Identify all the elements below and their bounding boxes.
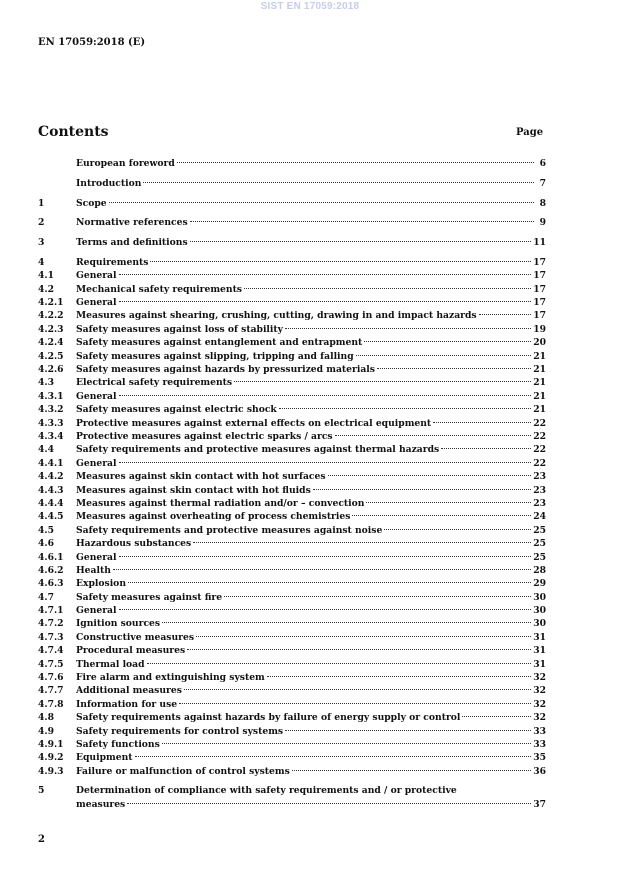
toc-entry-title: Safety requirements against hazards by failure of energy supply or control [76, 712, 461, 724]
dot-leader [377, 359, 531, 369]
dot-leader [335, 426, 532, 436]
toc-entry-number: 1 [38, 197, 45, 209]
toc-entry-page: 31 [533, 658, 546, 670]
toc-entry-title: Terms and definitions [76, 237, 188, 249]
toc-entry-number: 4.8 [38, 712, 54, 724]
toc-entry-page: 22 [533, 457, 546, 469]
toc-entry-page: 19 [533, 323, 546, 335]
toc-entry[interactable] [38, 215, 546, 228]
toc-entry-page: 30 [533, 618, 546, 630]
toc-entry-page: 21 [533, 377, 546, 389]
toc-entry-page: 21 [533, 350, 546, 362]
dot-leader [244, 279, 531, 289]
toc-entry-title: Thermal load [76, 658, 145, 670]
toc-entry-page: 8 [539, 197, 546, 209]
toc-entry-page: 17 [533, 310, 546, 322]
toc-entry-page: 33 [533, 738, 546, 750]
toc-entry-title: Measures against thermal radiation and/or – convection [76, 497, 365, 509]
page-number: 2 [38, 834, 45, 845]
toc-entry-number: 4.9.2 [38, 752, 64, 764]
dot-leader [292, 761, 531, 771]
toc-entry-number: 4.2.2 [38, 310, 64, 322]
toc-entry-page: 30 [533, 591, 546, 603]
toc-entry-title: Safety requirements for control systems [76, 725, 284, 737]
toc-entry-number: 4.2.4 [38, 337, 64, 349]
toc-entry-page: 22 [533, 430, 546, 442]
toc-entry-title: General [76, 605, 117, 617]
dot-leader [119, 292, 532, 302]
toc-entry-title: Determination of compliance with safety requirements and / or protective [76, 784, 457, 796]
toc-entry-number: 4.2.1 [38, 297, 64, 309]
toc-entry-page: 37 [533, 798, 546, 810]
toc-entry-title: Safety measures against loss of stability [76, 323, 283, 335]
toc-entry-number: 4.7.4 [38, 645, 64, 657]
dot-leader [162, 613, 531, 623]
dot-leader [147, 654, 532, 664]
toc-entry-title: Safety requirements and protective measures against thermal hazards [76, 444, 440, 456]
dot-leader [150, 252, 531, 262]
toc-entry-number: 4.6.1 [38, 551, 64, 563]
toc-entry[interactable] [38, 784, 546, 811]
toc-entry-title: measures [76, 798, 126, 810]
toc-entry-title: Safety measures against entanglement and entrapment [76, 337, 363, 349]
dot-leader [119, 265, 532, 275]
toc-entry-number: 4.4.5 [38, 511, 64, 523]
toc-entry-number: 4.7.5 [38, 658, 64, 670]
toc-entry-page: 32 [533, 698, 546, 710]
toc-entry-number: 4.3.4 [38, 430, 64, 442]
toc-entry-number: 4.2.5 [38, 350, 64, 362]
toc-entry-number: 4.2.3 [38, 323, 64, 335]
toc-entry-page: 20 [533, 337, 546, 349]
toc-entry-number: 4 [38, 256, 45, 268]
toc-entry-page: 29 [533, 578, 546, 590]
toc-entry-page: 21 [533, 390, 546, 402]
toc-entry-number: 4.7.7 [38, 685, 64, 697]
toc-entry-page: 30 [533, 605, 546, 617]
dot-leader [433, 413, 531, 423]
dot-leader [119, 600, 532, 610]
toc-entry-page: 11 [533, 237, 546, 249]
dot-leader [234, 372, 531, 382]
dot-leader [184, 680, 531, 690]
toc-entry-title: Information for use [76, 698, 178, 710]
toc-entry-title: General [76, 551, 117, 563]
dot-leader [193, 533, 531, 543]
toc-entry-title: Safety measures against fire [76, 591, 223, 603]
toc-entry-page: 21 [533, 364, 546, 376]
toc-entry-title: Safety functions [76, 738, 160, 750]
toc-entry-number: 4.7.8 [38, 698, 64, 710]
toc-entry-title: Mechanical safety requirements [76, 283, 242, 295]
toc-entry-page: 22 [533, 417, 546, 429]
toc-entry-title: Procedural measures [76, 645, 186, 657]
toc-entry-number: 4.9.1 [38, 738, 64, 750]
toc-entry-title: General [76, 297, 117, 309]
toc-entry-title: Safety measures against electric shock [76, 404, 277, 416]
toc-entry-title: Explosion [76, 578, 126, 590]
toc-entry-number: 4.4.2 [38, 471, 64, 483]
toc-entry-number: 4.4.3 [38, 484, 64, 496]
dot-leader [127, 794, 531, 804]
toc-entry-page: 17 [533, 256, 546, 268]
toc-entry-number: 4.5 [38, 524, 54, 536]
toc-entry[interactable] [38, 764, 546, 777]
toc-entry[interactable] [38, 235, 546, 248]
toc-entry-title: General [76, 457, 117, 469]
toc-entry-title: Safety requirements and protective measures against noise [76, 524, 383, 536]
dot-leader [119, 386, 532, 396]
toc-entry-title: Normative references [76, 217, 188, 229]
toc-entry-title: General [76, 270, 117, 282]
dot-leader [177, 153, 534, 163]
toc-entry-page: 21 [533, 404, 546, 416]
toc-entry-title: Health [76, 564, 111, 576]
dot-leader [113, 560, 531, 570]
toc-entry-page: 28 [533, 564, 546, 576]
toc-entry-title: Electrical safety requirements [76, 377, 233, 389]
toc-entry-page: 25 [533, 538, 546, 550]
dot-leader [109, 193, 534, 203]
toc-entry-title: Measures against overheating of process chemistries [76, 511, 351, 523]
toc-entry-title: Ignition sources [76, 618, 161, 630]
dot-leader [479, 305, 532, 315]
dot-leader [267, 667, 531, 677]
toc-entry-number: 4.4.1 [38, 457, 64, 469]
dot-leader [190, 212, 534, 222]
dot-leader [285, 319, 531, 329]
toc-entry-title: Fire alarm and extinguishing system [76, 672, 265, 684]
toc-entry-number: 4.7.6 [38, 672, 64, 684]
toc-entry-number: 4.7 [38, 591, 54, 603]
dot-leader [328, 466, 532, 476]
toc-entry-title: Equipment [76, 752, 133, 764]
dot-leader [119, 547, 532, 557]
toc-entry[interactable] [38, 176, 546, 189]
toc-entry-number: 4.2.6 [38, 364, 64, 376]
dot-leader [187, 640, 531, 650]
toc-entry-page: 17 [533, 283, 546, 295]
dot-leader [143, 173, 534, 183]
toc-entry-number: 4.3.2 [38, 404, 64, 416]
toc-entry-number: 4.2 [38, 283, 54, 295]
toc-entry-title: Measures against skin contact with hot fluids [76, 484, 311, 496]
toc-entry-page: 25 [533, 551, 546, 563]
toc-entry-title: Additional measures [76, 685, 182, 697]
toc-entry-title: General [76, 390, 117, 402]
toc-entry-number: 4.4 [38, 444, 54, 456]
toc-entry-title: Failure or malfunction of control systems [76, 765, 290, 777]
toc-entry-title: Hazardous substances [76, 538, 192, 550]
toc-entry-page: 22 [533, 444, 546, 456]
toc-entry-number: 4.3.1 [38, 390, 64, 402]
dot-leader [162, 734, 531, 744]
toc-entry-number: 4.6.3 [38, 578, 64, 590]
table-of-contents [38, 156, 546, 810]
document-id: EN 17059:2018 (E) [38, 37, 146, 48]
toc-entry-title: Safety measures against hazards by pressurized materials [76, 364, 375, 376]
toc-entry-title: European foreword [76, 158, 175, 169]
dot-leader [279, 399, 531, 409]
toc-entry-page: 17 [533, 270, 546, 282]
toc-entry-page: 32 [533, 685, 546, 697]
toc-entry-number: 4.9.3 [38, 765, 64, 777]
watermark: SIST EN 17059:2018 [260, 1, 360, 12]
dot-leader [196, 627, 531, 637]
dot-leader [356, 346, 532, 356]
toc-entry-page: 36 [533, 765, 546, 777]
toc-entry-title: Introduction [76, 177, 142, 189]
toc-entry-number: 4.7.2 [38, 618, 64, 630]
dot-leader [128, 573, 531, 583]
toc-entry-number: 4.4.4 [38, 497, 64, 509]
toc-entry-page: 24 [533, 511, 546, 523]
toc-entry-number: 2 [38, 217, 45, 229]
toc-entry-title: Measures against shearing, crushing, cutting, drawing in and impact hazards [76, 310, 477, 322]
dot-leader [366, 493, 531, 503]
toc-entry-title: Requirements [76, 256, 149, 268]
toc-entry-title: Constructive measures [76, 631, 194, 643]
toc-entry-page: 9 [539, 217, 546, 229]
toc-entry[interactable] [38, 196, 546, 209]
dot-leader [179, 694, 531, 704]
toc-entry-page: 23 [533, 484, 546, 496]
dot-leader [224, 587, 531, 597]
toc-entry-page: 23 [533, 497, 546, 509]
toc-entry-title: Protective measures against electric sparks / arcs [76, 430, 333, 442]
dot-leader [119, 453, 532, 463]
toc-entry-page: 25 [533, 524, 546, 536]
toc-entry-number: 4.6 [38, 538, 54, 550]
page-column-label: Page [516, 127, 544, 138]
dot-leader [285, 721, 531, 731]
toc-entry-number: 4.9 [38, 725, 54, 737]
toc-entry[interactable] [38, 156, 546, 169]
toc-entry-page: 31 [533, 631, 546, 643]
toc-entry-page: 17 [533, 297, 546, 309]
toc-entry-page: 35 [533, 752, 546, 764]
toc-entry-page: 32 [533, 712, 546, 724]
dot-leader [352, 506, 531, 516]
toc-entry-page: 33 [533, 725, 546, 737]
toc-entry-number: 4.7.1 [38, 605, 64, 617]
dot-leader [441, 439, 531, 449]
toc-entry-page: 31 [533, 645, 546, 657]
toc-entry-number: 5 [38, 784, 45, 796]
dot-leader [462, 707, 531, 717]
dot-leader [313, 480, 531, 490]
toc-entry-number: 4.1 [38, 270, 54, 282]
toc-entry-title: Safety measures against slipping, tripping and falling [76, 350, 354, 362]
toc-entry-title: Protective measures against external effects on electrical equipment [76, 417, 432, 429]
toc-entry-title: Scope [76, 197, 107, 209]
toc-entry-number: 3 [38, 237, 45, 249]
toc-entry-number: 4.3 [38, 377, 54, 389]
dot-leader [384, 520, 531, 530]
page-title: Contents [38, 124, 109, 140]
toc-entry-title: Measures against skin contact with hot surfaces [76, 471, 326, 483]
dot-leader [190, 232, 532, 242]
toc-entry-number: 4.7.3 [38, 631, 64, 643]
toc-entry-page: 23 [533, 471, 546, 483]
toc-entry-page: 6 [539, 158, 546, 169]
dot-leader [364, 332, 531, 342]
toc-entry-page: 32 [533, 672, 546, 684]
toc-entry-page: 7 [539, 177, 546, 189]
toc-entry-number: 4.6.2 [38, 564, 64, 576]
dot-leader [135, 747, 532, 757]
toc-entry-number: 4.3.3 [38, 417, 64, 429]
toc-entry[interactable] [38, 295, 546, 308]
